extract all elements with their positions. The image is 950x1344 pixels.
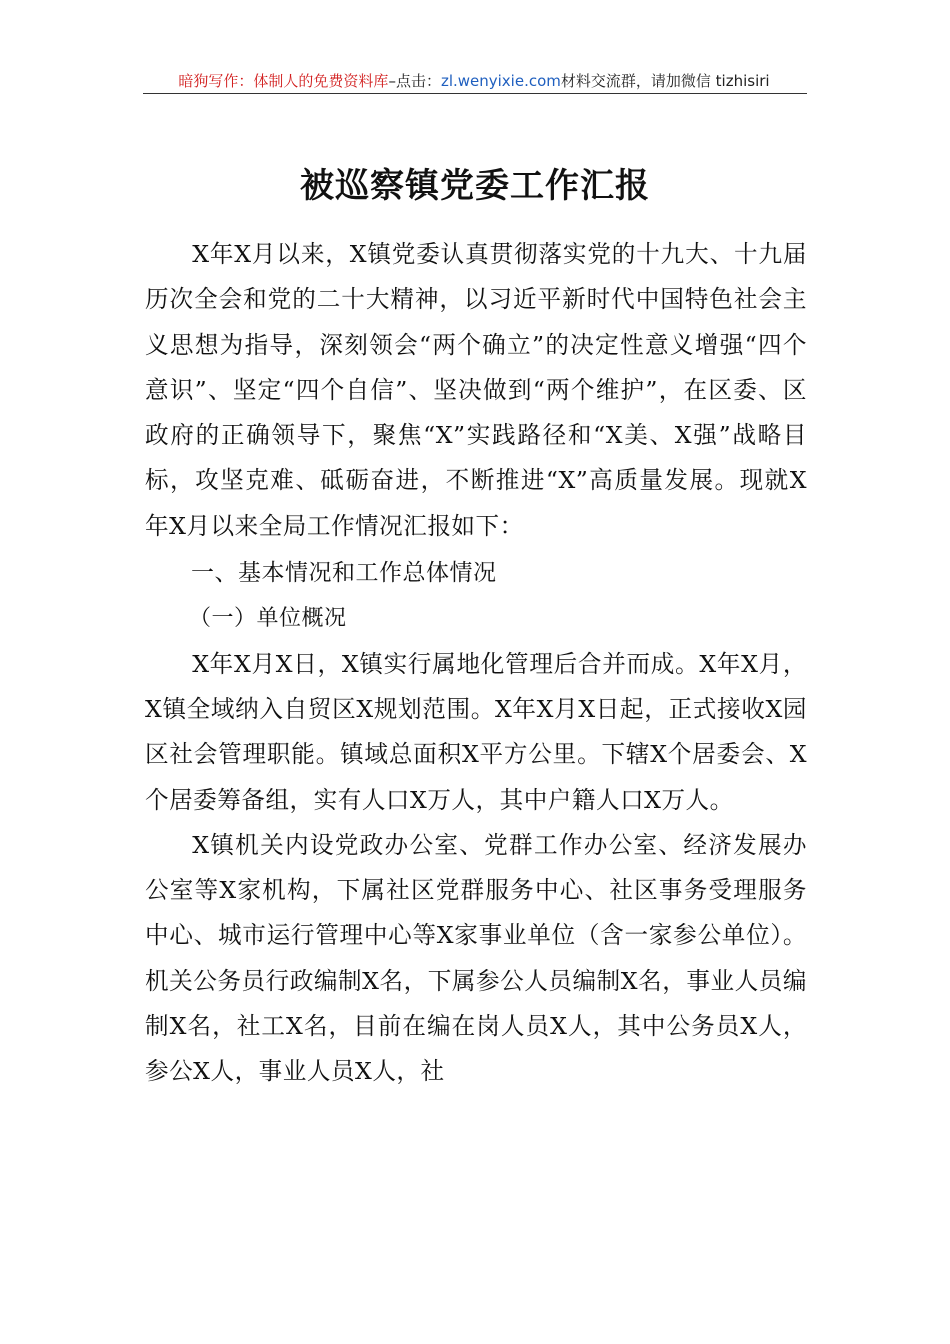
header-click-prefix: –点击：	[388, 72, 441, 90]
header-link[interactable]: zl.wenyixie.com	[440, 72, 561, 90]
header-brand: 暗狗写作：体制人的免费资料库	[178, 72, 389, 90]
body-paragraph: X年X月X日，X镇实行属地化管理后合并而成。X年X月，X镇全域纳入自贸区X规划范围。X年X月X日起，正式接收X园区社会管理职能。镇域总面积X平方公里。下辖X个居委会、X个居委筹备组，实有人口X万人，其中户籍人口X万人。	[145, 649, 807, 814]
header-suffix: 材料交流群，请加微信 tizhisiri	[560, 72, 770, 90]
document-title: 被巡察镇党委工作汇报	[300, 166, 650, 206]
intro-paragraph: X年X月以来，X镇党委认真贯彻落实党的十九大、十九届历次全会和党的二十大精神，以习近平新时代中国特色社会主义思想为指导，深刻领会“两个确立”的决定性意义增强“四个意识”、坚定“四个自信”、坚决做到“两个维护”，在区委、区政府的正确领导下，聚焦“X”实践路径和“X美、X强”战略目标，攻坚克难、砥砺奋进，不断推进“X”高质量发展。现就X年X月以来全局工作情况汇报如下：	[145, 240, 807, 540]
section-heading: 一、基本情况和工作总体情况	[191, 560, 497, 587]
subsection-heading: （一）单位概况	[189, 606, 347, 632]
body-paragraph: X镇机关内设党政办公室、党群工作办公室、经济发展办公室等X家机构，下属社区党群服务中心、社区事务受理服务中心、城市运行管理中心等X家事业单位（含一家参公单位）。机关公务员行政编制X名，下属参公人员编制X名，事业人员编制X名，社工X名，目前在编在岗人员X人，其中公务员X人，参公X人，事业人员X人，社	[145, 830, 807, 1086]
page-header	[140, 68, 808, 94]
header-divider	[143, 93, 807, 94]
document-body	[145, 232, 807, 1095]
